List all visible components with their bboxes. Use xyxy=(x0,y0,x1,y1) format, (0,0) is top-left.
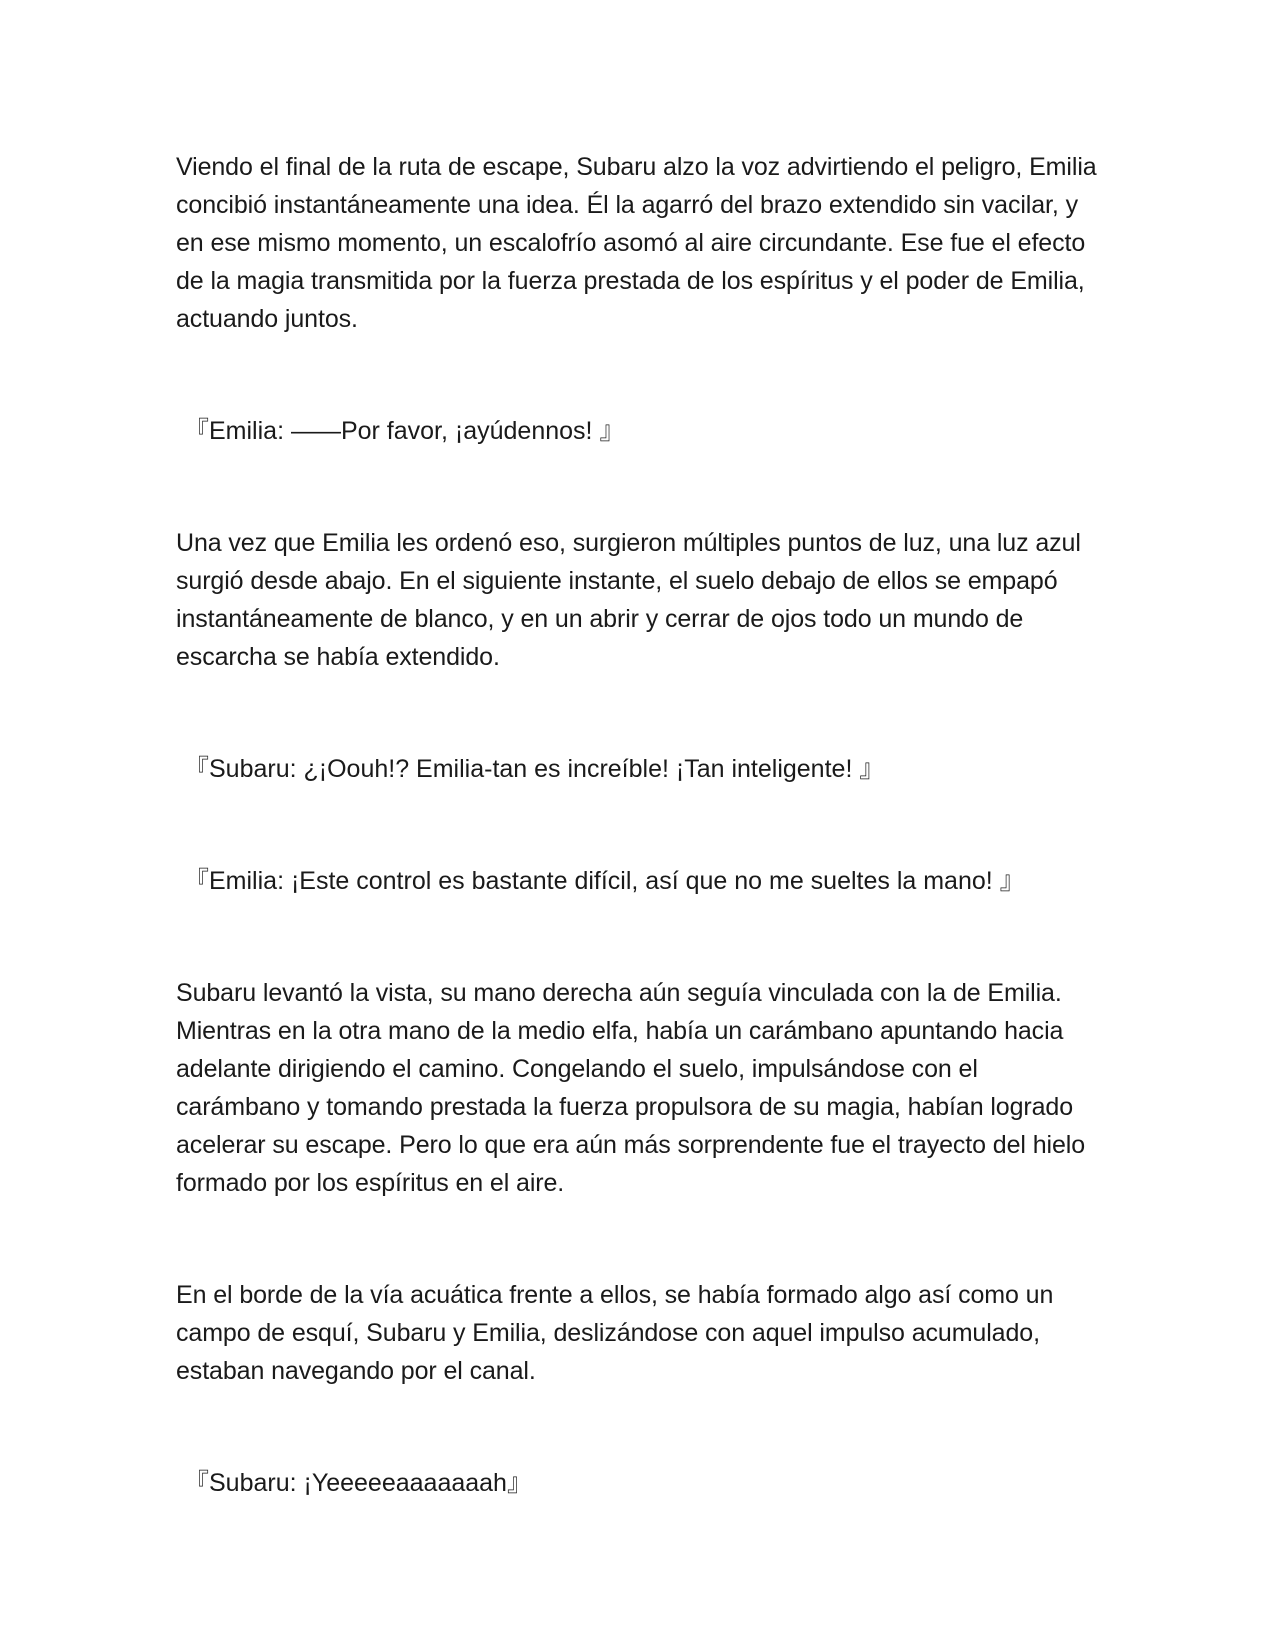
narration-paragraph-1: Viendo el final de la ruta de escape, Subaru alzo la voz advirtiendo el peligro, Emilia concibió instantáneamente una idea. Él la agarró del brazo extendido sin vacilar, y en ese mismo momento, un escalofrío asomó al aire circundante. Ese fue el efecto de la magia transmitida por la fuerza prestada de los espíritus y el poder de Emilia, actuando juntos. xyxy=(176,153,1097,333)
dialogue-line-subaru-2: 『Subaru: ¡Yeeeeeaaaaaaah』 xyxy=(184,1469,532,1497)
narration-paragraph-4: En el borde de la vía acuática frente a ellos, se había formado algo así como un campo de esquí, Subaru y Emilia, deslizándose con aquel impulso acumulado, estaban navegando por el canal. xyxy=(176,1281,1054,1385)
dialogue-line-emilia-1: 『Emilia: ——Por favor, ¡ayúdennos! 』 xyxy=(184,417,625,445)
narration-paragraph-2: Una vez que Emilia les ordenó eso, surgieron múltiples puntos de luz, una luz azul surgió desde abajo. En el siguiente instante, el suelo debajo de ellos se empapó instantáneamente de blanco, y en un abrir y cerrar de ojos todo un mundo de escarcha se había extendido. xyxy=(176,529,1081,671)
document-page xyxy=(176,148,1106,1502)
dialogue-line-subaru-1: 『Subaru: ¿¡Oouh!? Emilia-tan es increíble! ¡Tan inteligente! 』 xyxy=(184,755,885,783)
narration-paragraph-3: Subaru levantó la vista, su mano derecha aún seguía vinculada con la de Emilia. Mientras en la otra mano de la medio elfa, había un carámbano apuntando hacia adelante dirigiendo el camino. Congelando el suelo, impulsándose con el carámbano y tomando prestada la fuerza propulsora de su magia, habían logrado acelerar su escape. Pero lo que era aún más sorprendente fue el trayecto del hielo formado por los espíritus en el aire. xyxy=(176,979,1086,1197)
dialogue-line-emilia-2: 『Emilia: ¡Este control es bastante difícil, así que no me sueltes la mano! 』 xyxy=(184,867,1025,895)
